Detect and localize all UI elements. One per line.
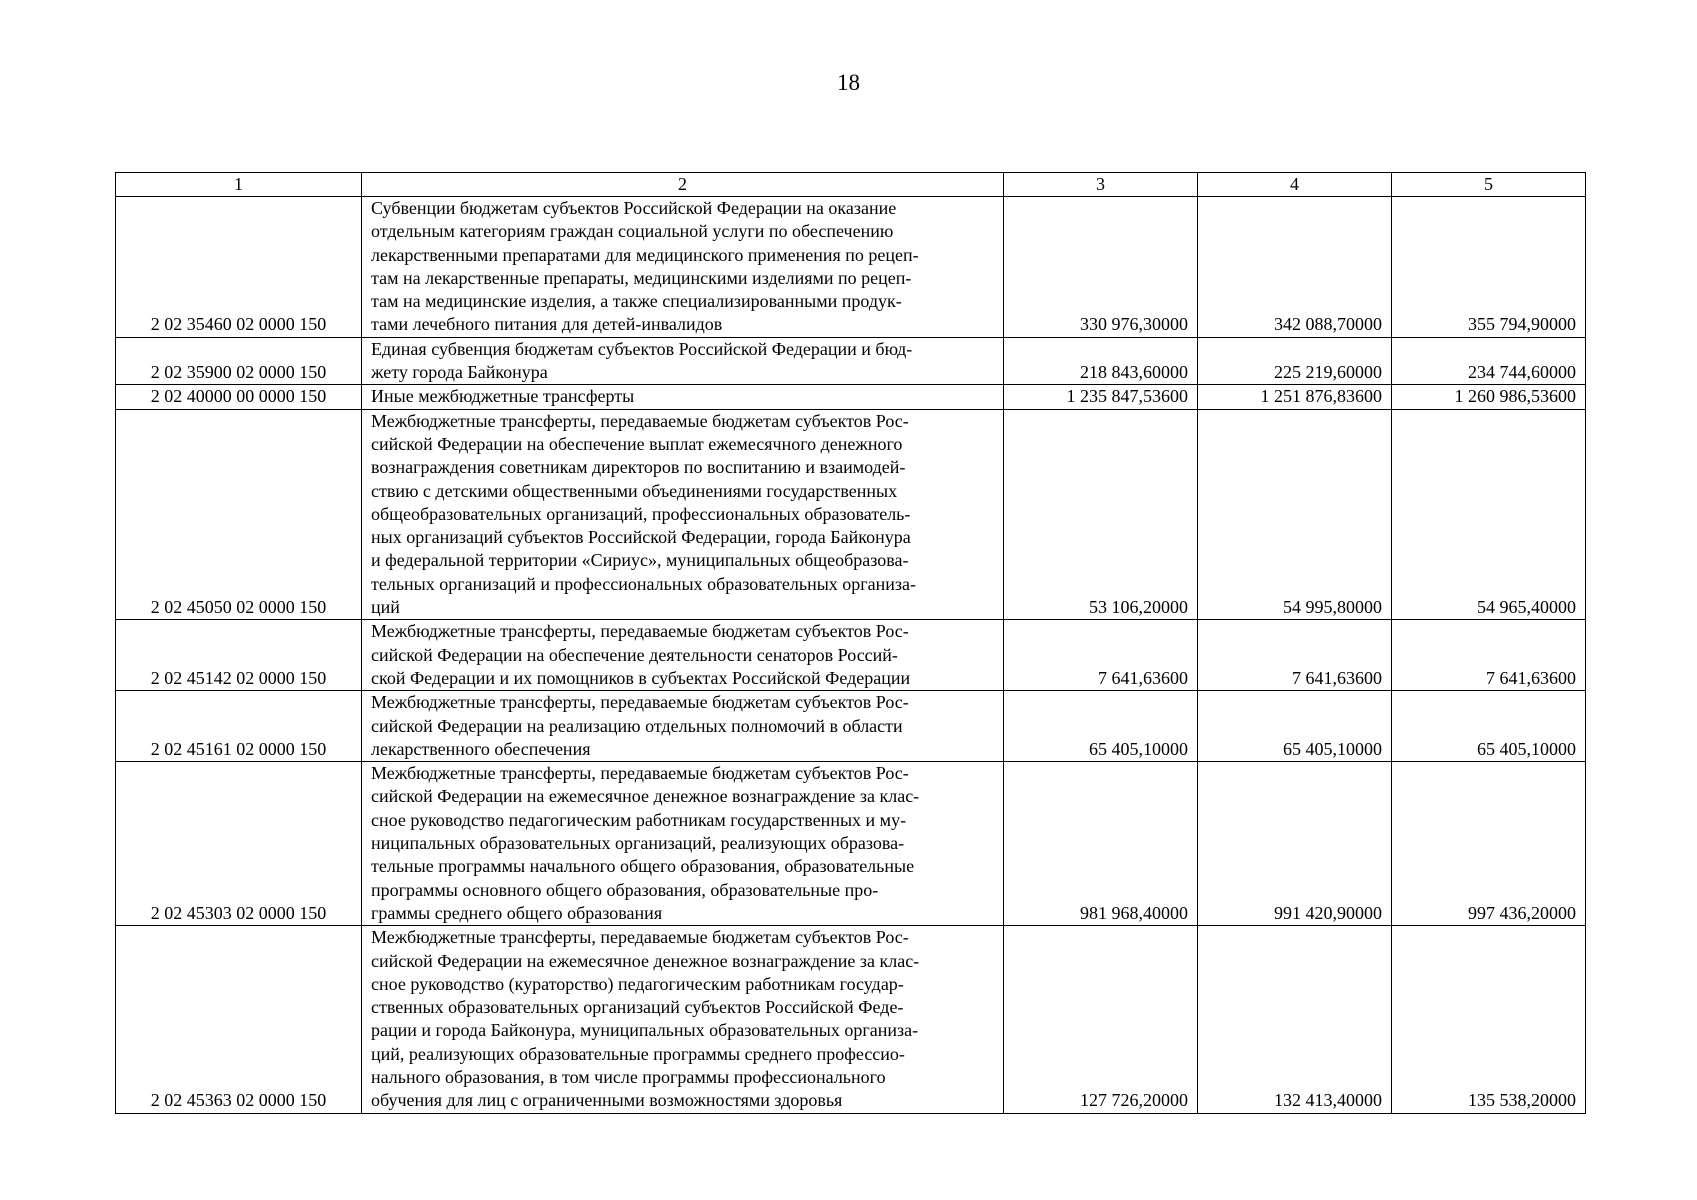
- description-line: вознаграждения советникам директоров по воспитанию и взаимодей-: [371, 457, 906, 478]
- description-line: программы основного общего образования, образовательные про-: [371, 879, 879, 900]
- description-line: отдельным категориям граждан социальной услуги по обеспечению: [371, 221, 894, 242]
- budget-code-cell: 2 02 40000 00 0000 150: [116, 385, 362, 409]
- amount-cell-year-3: 135 538,20000: [1392, 926, 1586, 1113]
- description-line: граммы среднего общего образования: [371, 902, 663, 923]
- description-line: ствию с детскими общественными объединениями государственных: [371, 480, 898, 501]
- column-header-3: 3: [1004, 173, 1198, 197]
- description-line: лекарственными препаратами для медицинского применения по рецеп-: [371, 244, 919, 265]
- budget-code-cell: 2 02 45161 02 0000 150: [116, 691, 362, 762]
- amount-cell-year-1: 981 968,40000: [1004, 762, 1198, 926]
- amount-cell-year-2: 54 995,80000: [1198, 409, 1392, 620]
- amount-cell-year-3: 1 260 986,53600: [1392, 385, 1586, 409]
- description-line: Межбюджетные трансферты, передаваемые бюджетам субъектов Рос-: [371, 692, 909, 713]
- table-row: [116, 762, 1586, 926]
- description-line: Иные межбюджетные трансферты: [371, 386, 635, 407]
- amount-cell-year-2: 132 413,40000: [1198, 926, 1392, 1113]
- description-cell: [362, 197, 1004, 338]
- budget-code-cell: 2 02 45050 02 0000 150: [116, 409, 362, 620]
- amount-cell-year-3: 997 436,20000: [1392, 762, 1586, 926]
- budget-code-cell: 2 02 45363 02 0000 150: [116, 926, 362, 1113]
- amount-cell-year-1: 127 726,20000: [1004, 926, 1198, 1113]
- amount-cell-year-2: 991 420,90000: [1198, 762, 1392, 926]
- description-line: рации и города Байконура, муниципальных образовательных организа-: [371, 1020, 919, 1041]
- amount-cell-year-3: 65 405,10000: [1392, 691, 1586, 762]
- description-line: тельных организаций и профессиональных образовательных организа-: [371, 573, 917, 594]
- description-line: обучения для лиц с ограниченными возможностями здоровья: [371, 1090, 843, 1111]
- table-row: [116, 620, 1586, 691]
- budget-code-cell: 2 02 35900 02 0000 150: [116, 337, 362, 385]
- table-header-row: [116, 173, 1586, 197]
- amount-cell-year-1: 53 106,20000: [1004, 409, 1198, 620]
- amount-cell-year-2: 7 641,63600: [1198, 620, 1392, 691]
- amount-cell-year-2: 65 405,10000: [1198, 691, 1392, 762]
- amount-cell-year-1: 7 641,63600: [1004, 620, 1198, 691]
- amount-cell-year-1: 1 235 847,53600: [1004, 385, 1198, 409]
- page-number: 18: [837, 70, 860, 95]
- description-line: сное руководство (кураторство) педагогическим работникам государ-: [371, 973, 904, 994]
- amount-cell-year-2: 1 251 876,83600: [1198, 385, 1392, 409]
- description-line: сийской Федерации на обеспечение деятельности сенаторов Россий-: [371, 644, 898, 665]
- description-line: там на медицинские изделия, а также специализированными продук-: [371, 291, 902, 312]
- description-line: сийской Федерации на обеспечение выплат ежемесячного денежного: [371, 433, 903, 454]
- amount-cell-year-1: 330 976,30000: [1004, 197, 1198, 338]
- description-line: ций, реализующих образовательные программы среднего профессио-: [371, 1043, 905, 1064]
- amount-cell-year-3: 234 744,60000: [1392, 337, 1586, 385]
- description-line: ных организаций субъектов Российской Федерации, города Байконура: [371, 527, 911, 548]
- amount-cell-year-2: 342 088,70000: [1198, 197, 1392, 338]
- description-line: ственных образовательных организаций субъектов Российской Феде-: [371, 997, 904, 1018]
- description-line: ской Федерации и их помощников в субъектах Российской Федерации: [371, 667, 911, 688]
- description-line: Субвенции бюджетам субъектов Российской Федерации на оказание: [371, 198, 897, 218]
- budget-code-cell: 2 02 45303 02 0000 150: [116, 762, 362, 926]
- table-row: [116, 409, 1586, 620]
- description-line: Единая субвенция бюджетам субъектов Российской Федерации и бюд-: [371, 338, 913, 359]
- table-row: [116, 926, 1586, 1113]
- description-line: тами лечебного питания для детей-инвалидов: [371, 314, 723, 335]
- description-line: и федеральной территории «Сириус», муниципальных общеобразова-: [371, 550, 909, 571]
- description-line: общеобразовательных организаций, профессиональных образователь-: [371, 503, 911, 524]
- description-cell: [362, 620, 1004, 691]
- description-cell: [362, 337, 1004, 385]
- description-cell: [362, 762, 1004, 926]
- description-line: ниципальных образовательных организаций, реализующих образова-: [371, 833, 905, 854]
- description-line: Межбюджетные трансферты, передаваемые бюджетам субъектов Рос-: [371, 410, 909, 431]
- description-cell: [362, 926, 1004, 1113]
- amount-cell-year-1: 65 405,10000: [1004, 691, 1198, 762]
- description-line: жету города Байконура: [371, 362, 548, 383]
- description-line: нального образования, в том числе программы профессионального: [371, 1066, 886, 1087]
- table-row: [116, 691, 1586, 762]
- amount-cell-year-3: 54 965,40000: [1392, 409, 1586, 620]
- amount-cell-year-3: 355 794,90000: [1392, 197, 1586, 338]
- description-line: тельные программы начального общего образования, образовательные: [371, 856, 915, 877]
- description-line: Межбюджетные трансферты, передаваемые бюджетам субъектов Рос-: [371, 621, 909, 642]
- column-header-2: 2: [362, 173, 1004, 197]
- description-line: Межбюджетные трансферты, передаваемые бюджетам субъектов Рос-: [371, 763, 909, 784]
- description-line: сное руководство педагогическим работникам государственных и му-: [371, 809, 907, 830]
- budget-revenue-table: [115, 172, 1586, 1114]
- amount-cell-year-1: 218 843,60000: [1004, 337, 1198, 385]
- description-line: сийской Федерации на ежемесячное денежное вознаграждение за клас-: [371, 786, 920, 807]
- description-cell: [362, 409, 1004, 620]
- amount-cell-year-3: 7 641,63600: [1392, 620, 1586, 691]
- table-body: [116, 197, 1586, 1114]
- description-line: лекарственного обеспечения: [371, 738, 591, 759]
- description-line: сийской Федерации на реализацию отдельных полномочий в области: [371, 715, 903, 736]
- description-line: ций: [371, 597, 400, 618]
- budget-code-cell: 2 02 35460 02 0000 150: [116, 197, 362, 338]
- description-cell: [362, 691, 1004, 762]
- column-header-5: 5: [1392, 173, 1586, 197]
- budget-code-cell: 2 02 45142 02 0000 150: [116, 620, 362, 691]
- table-row: [116, 197, 1586, 338]
- table-row: [116, 385, 1586, 409]
- amount-cell-year-2: 225 219,60000: [1198, 337, 1392, 385]
- column-header-4: 4: [1198, 173, 1392, 197]
- description-line: Межбюджетные трансферты, передаваемые бюджетам субъектов Рос-: [371, 927, 909, 948]
- table-row: [116, 337, 1586, 385]
- description-line: сийской Федерации на ежемесячное денежное вознаграждение за клас-: [371, 950, 920, 971]
- description-line: там на лекарственные препараты, медицинскими изделиями по рецеп-: [371, 267, 912, 288]
- description-cell: [362, 385, 1004, 409]
- column-header-1: 1: [116, 173, 362, 197]
